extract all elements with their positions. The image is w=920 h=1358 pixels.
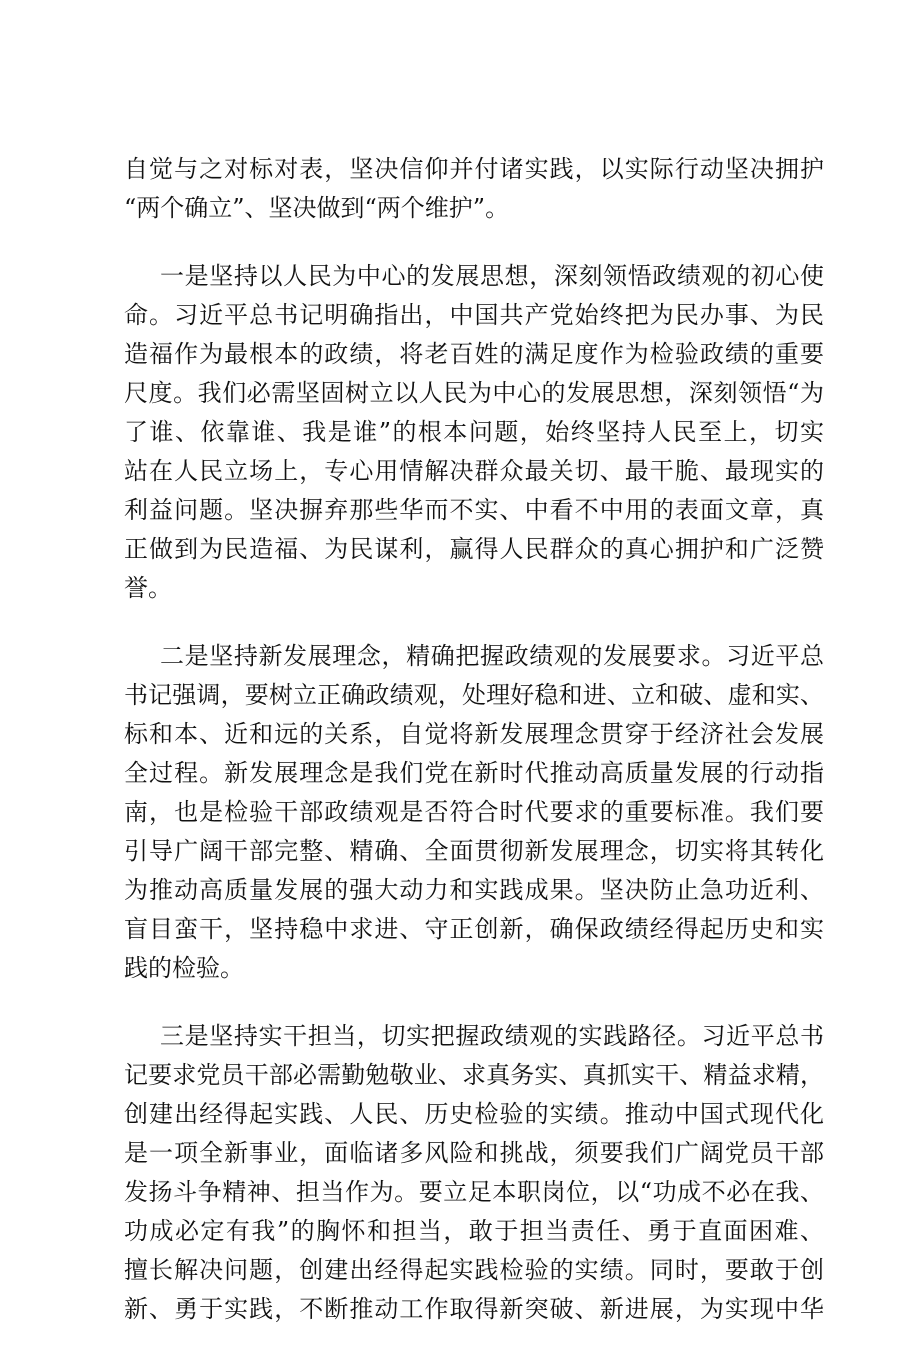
- text-line: 利益问题。坚决摒弃那些华而不实、中看不中用的表面文章，真: [124, 496, 824, 524]
- text-line: “两个确立”、坚决做到“两个维护”。: [124, 194, 510, 222]
- text-line: 擅长解决问题，创建出经得起实践检验的实绩。同时，要敢于创: [124, 1256, 824, 1284]
- text-line: 站在人民立场上，专心用情解决群众最关切、最干脆、最现实的: [124, 457, 824, 485]
- text-line: 南，也是检验干部政绩观是否符合时代要求的重要标准。我们要: [124, 798, 824, 826]
- text-line: 二是坚持新发展理念，精确把握政绩观的发展要求。习近平总: [160, 642, 824, 670]
- text-line: 引导广阔干部完整、精确、全面贯彻新发展理念，切实将其转化: [124, 837, 824, 865]
- text-line: 尺度。我们必需坚固树立以人民为中心的发展思想，深刻领悟“为: [124, 379, 824, 407]
- text-line: 记要求党员干部必需勤勉敬业、求真务实、真抓实干、精益求精，: [124, 1061, 824, 1089]
- text-line: 正做到为民造福、为民谋利，赢得人民群众的真心拥护和广泛赞: [124, 535, 824, 563]
- text-line: 全过程。新发展理念是我们党在新时代推动高质量发展的行动指: [124, 759, 824, 787]
- text-line: 功成必定有我”的胸怀和担当，敢于担当责任、勇于直面困难、: [124, 1217, 824, 1245]
- text-line: 是一项全新事业，面临诸多风险和挑战，须要我们广阔党员干部: [124, 1139, 824, 1167]
- text-line: 为推动高质量发展的强大动力和实践成果。坚决防止急功近利、: [124, 876, 824, 904]
- paragraph-2: [124, 257, 824, 608]
- text-line: 发扬斗争精神、担当作为。要立足本职岗位，以“功成不必在我、: [124, 1178, 824, 1206]
- text-line: 盲目蛮干，坚持稳中求进、守正创新，确保政绩经得起历史和实: [124, 915, 824, 943]
- text-line: 创建出经得起实践、人民、历史检验的实绩。推动中国式现代化: [124, 1100, 824, 1128]
- text-line: 誉。: [124, 574, 172, 602]
- text-line: 一是坚持以人民为中心的发展思想，深刻领悟政绩观的初心使: [160, 262, 824, 290]
- text-line: 了谁、依靠谁、我是谁”的根本问题，始终坚持人民至上，切实: [124, 418, 824, 446]
- text-line: 造福作为最根本的政绩，将老百姓的满足度作为检验政绩的重要: [124, 340, 824, 368]
- body-text: [124, 150, 824, 1358]
- text-line: 践的检验。: [124, 954, 244, 982]
- text-line: 三是坚持实干担当，切实把握政绩观的实践路径。习近平总书: [160, 1022, 824, 1050]
- text-line: 命。习近平总书记明确指出，中国共产党始终把为民办事、为民: [124, 301, 824, 329]
- text-line: 新、勇于实践，不断推动工作取得新突破、新进展，为实现中华: [124, 1295, 824, 1323]
- text-line: 自觉与之对标对表，坚决信仰并付诸实践，以实际行动坚决拥护: [124, 155, 824, 183]
- text-line: 书记强调，要树立正确政绩观，处理好稳和进、立和破、虚和实、: [124, 681, 824, 709]
- paragraph-3: [124, 637, 824, 988]
- text-line: 标和本、近和远的关系，自觉将新发展理念贯穿于经济社会发展: [124, 720, 824, 748]
- paragraph-1: [124, 150, 824, 228]
- paragraph-4: [124, 1017, 824, 1329]
